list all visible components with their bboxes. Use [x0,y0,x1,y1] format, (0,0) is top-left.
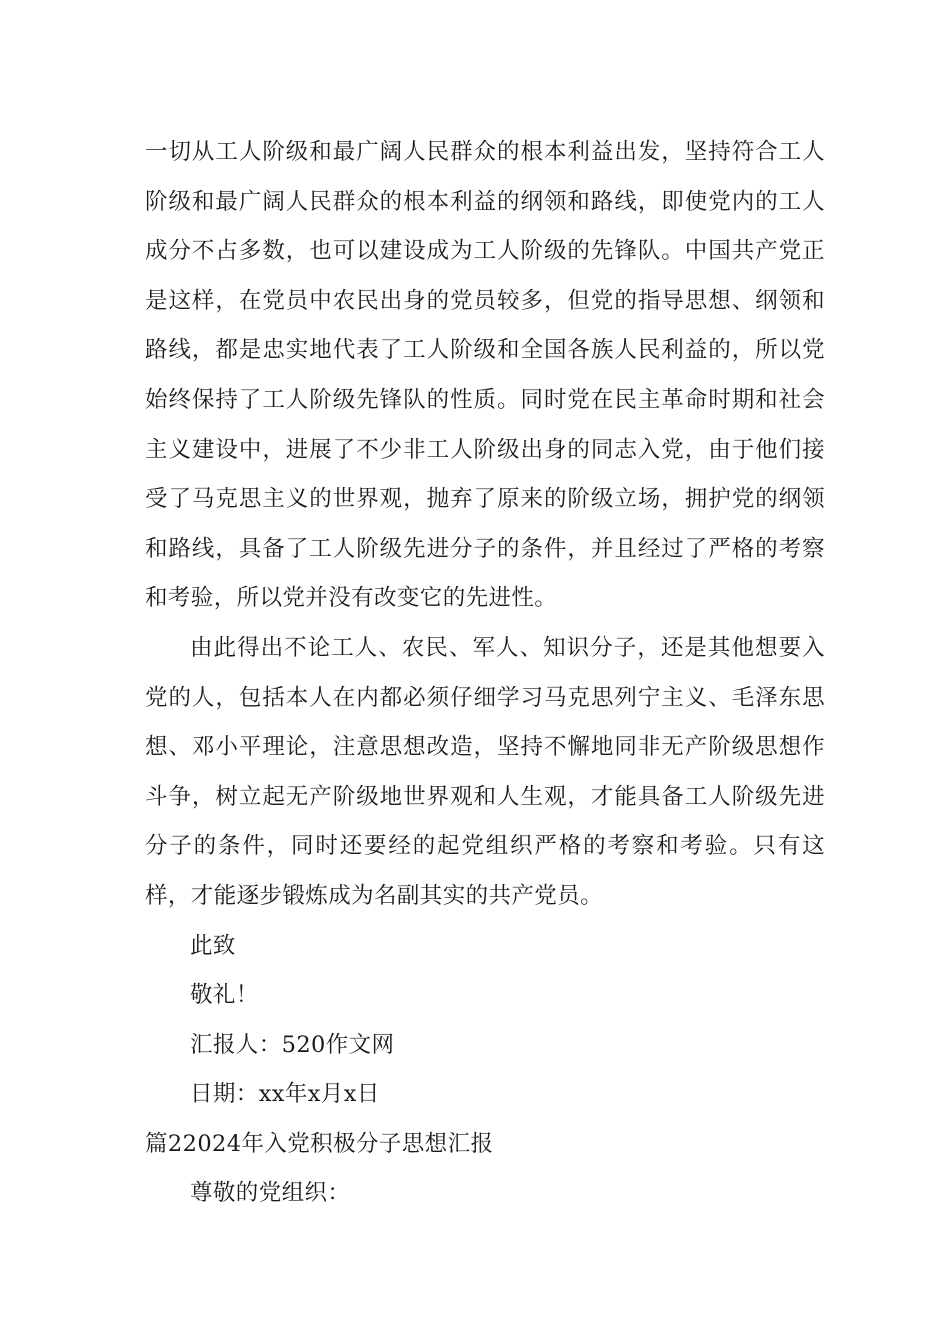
reporter-line: 汇报人：520作文网 [190,1031,395,1058]
document-body [145,128,825,1219]
date-line: 日期：xx年x月x日 [190,1081,380,1108]
body-paragraph-1: 一切从工人阶级和最广阔人民群众的根本利益出发，坚持符合工人阶级和最广阔人民群众的根本利益的纲领和路线，即使党内的工人成分不占多数，也可以建设成为工人阶级的先锋队。中国共产党正是这样，在党员中农民出身的党员较多，但党的指导思想、纲领和路线，都是忠实地代表了工人阶级和全国各族人民利益的，所以党始终保持了工人阶级先锋队的性质。同时党在民主革命时期和社会主义建设中，进展了不少非工人阶级出身的同志入党，由于他们接受了马克思主义的世界观，抛弃了原来的阶级立场，拥护党的纲领和路线，具备了工人阶级先进分子的条件，并且经过了严格的考察和考验，所以党并没有改变它的先进性。 [145,139,825,612]
next-article-salutation: 尊敬的党组织： [190,1180,351,1207]
body-paragraph-2: 由此得出不论工人、农民、军人、知识分子，还是其他想要入党的人，包括本人在内都必须仔细学习马克思列宁主义、毛泽东思想、邓小平理论，注意思想改造，坚持不懈地同非无产阶级思想作斗争，树立起无产阶级地世界观和人生观，才能具备工人阶级先进分子的条件，同时还要经的起党组织严格的考察和考验。只有这样，才能逐步锻炼成为名副其实的共产党员。 [145,634,825,909]
closing-ci-zhi: 此致 [190,932,236,959]
next-article-title: 篇22024年入党积极分子思想汇报 [145,1130,494,1157]
closing-jing-li: 敬礼！ [190,982,259,1009]
